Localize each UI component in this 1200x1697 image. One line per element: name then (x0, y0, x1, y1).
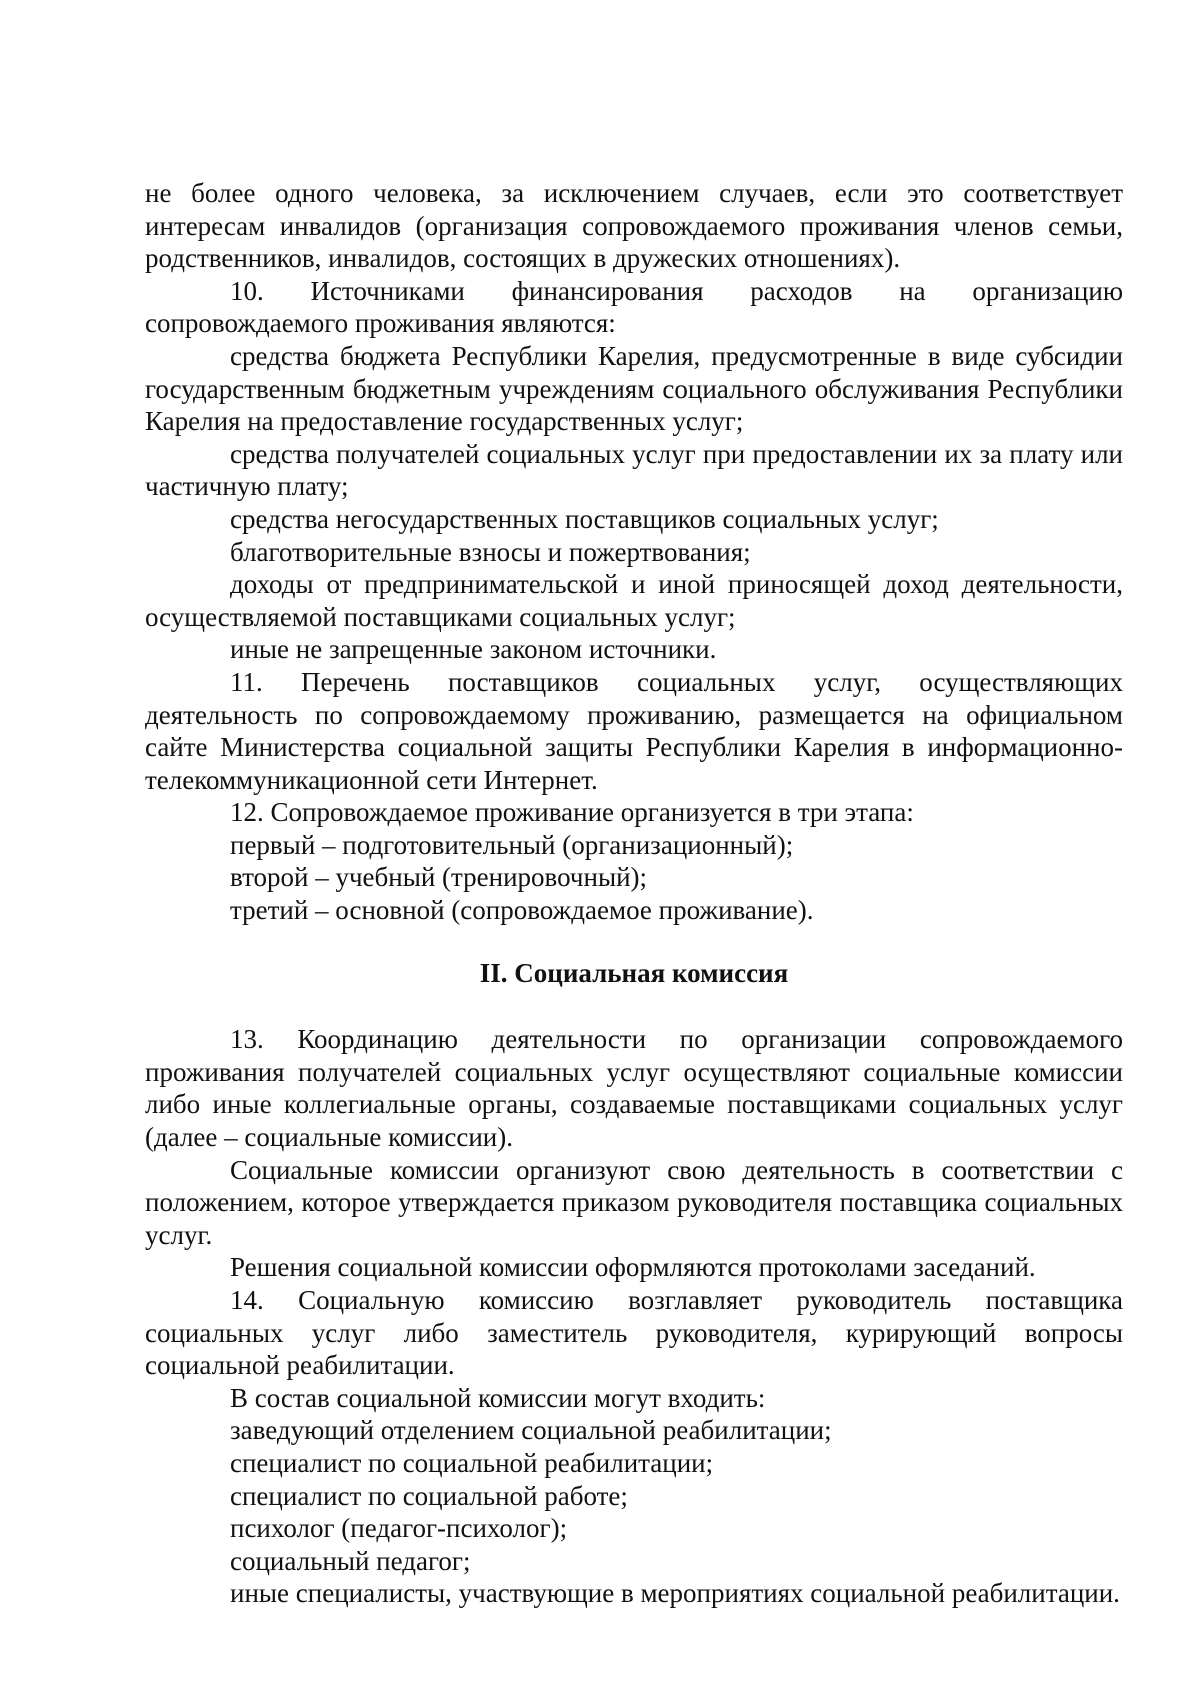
document-page (145, 177, 1123, 1610)
paragraph-commission-decisions: Решения социальной комиссии оформляются протоколами заседаний. (230, 1252, 1036, 1283)
paragraph-item-11: 11. Перечень поставщиков социальных услуг, осуществляющих деятельность по сопровождаемому проживанию, размещается на официальном сайте Министерства социальной защиты Республики Карелия в информационно-телекоммуникационной сети Интернет. (145, 666, 1123, 795)
paragraph-charity: благотворительные взносы и пожертвования; (230, 536, 751, 567)
paragraph-item-14: 14. Социальную комиссию возглавляет руководитель поставщика социальных услуг либо заместитель руководителя, курирующий вопросы социальной реабилитации. (145, 1285, 1123, 1381)
paragraph-continuation: не более одного человека, за исключением случаев, если это соответствует интересам инвалидов (организация сопровождаемого проживания членов семьи, родственников, инвалидов, состоящих в дружеских отношениях). (145, 178, 1123, 274)
paragraph-recipient-funds: средства получателей социальных услуг при предоставлении их за плату или частичную плату; (145, 438, 1123, 502)
paragraph-stage-1: первый – подготовительный (организационный); (230, 829, 794, 860)
paragraph-commission-regulation: Социальные комиссии организуют свою деятельность в соответствии с положением, которое утверждается приказом руководителя поставщика социальных услуг. (145, 1154, 1123, 1250)
section-heading: II. Социальная комиссия (479, 957, 789, 988)
paragraph-member-pedagogue: социальный педагог; (230, 1545, 471, 1576)
paragraph-member-head: заведующий отделением социальной реабилитации; (230, 1415, 832, 1446)
paragraph-stage-3: третий – основной (сопровождаемое проживание). (230, 895, 814, 926)
paragraph-member-social-worker: специалист по социальной работе; (230, 1480, 628, 1511)
paragraph-commission-members: В состав социальной комиссии могут входить: (230, 1382, 766, 1413)
paragraph-member-rehab-specialist: специалист по социальной реабилитации; (230, 1447, 714, 1478)
paragraph-budget-funds: средства бюджета Республики Карелия, предусмотренные в виде субсидии государственным бюджетным учреждениям социального обслуживания Республики Карелия на предоставление государственных услуг; (145, 340, 1123, 437)
paragraph-item-12: 12. Сопровождаемое проживание организуется в три этапа: (230, 797, 914, 828)
paragraph-item-10: 10. Источниками финансирования расходов на организацию сопровождаемого проживания являются: (145, 275, 1123, 339)
paragraph-member-psychologist: психолог (педагог-психолог); (230, 1513, 568, 1544)
paragraph-stage-2: второй – учебный (тренировочный); (230, 862, 648, 893)
paragraph-member-others: иные специалисты, участвующие в мероприятиях социальной реабилитации. (230, 1578, 1120, 1609)
paragraph-nongov-funds: средства негосударственных поставщиков социальных услуг; (230, 503, 939, 534)
paragraph-other-sources: иные не запрещенные законом источники. (230, 634, 717, 665)
paragraph-business-income: доходы от предпринимательской и иной приносящей доход деятельности, осуществляемой поставщиками социальных услуг; (145, 569, 1123, 632)
paragraph-item-13: 13. Координацию деятельности по организации сопровождаемого проживания получателей социальных услуг осуществляют социальные комиссии либо иные коллегиальные органы, создаваемые поставщиками социальных услуг (далее – социальные комиссии). (145, 1024, 1123, 1153)
